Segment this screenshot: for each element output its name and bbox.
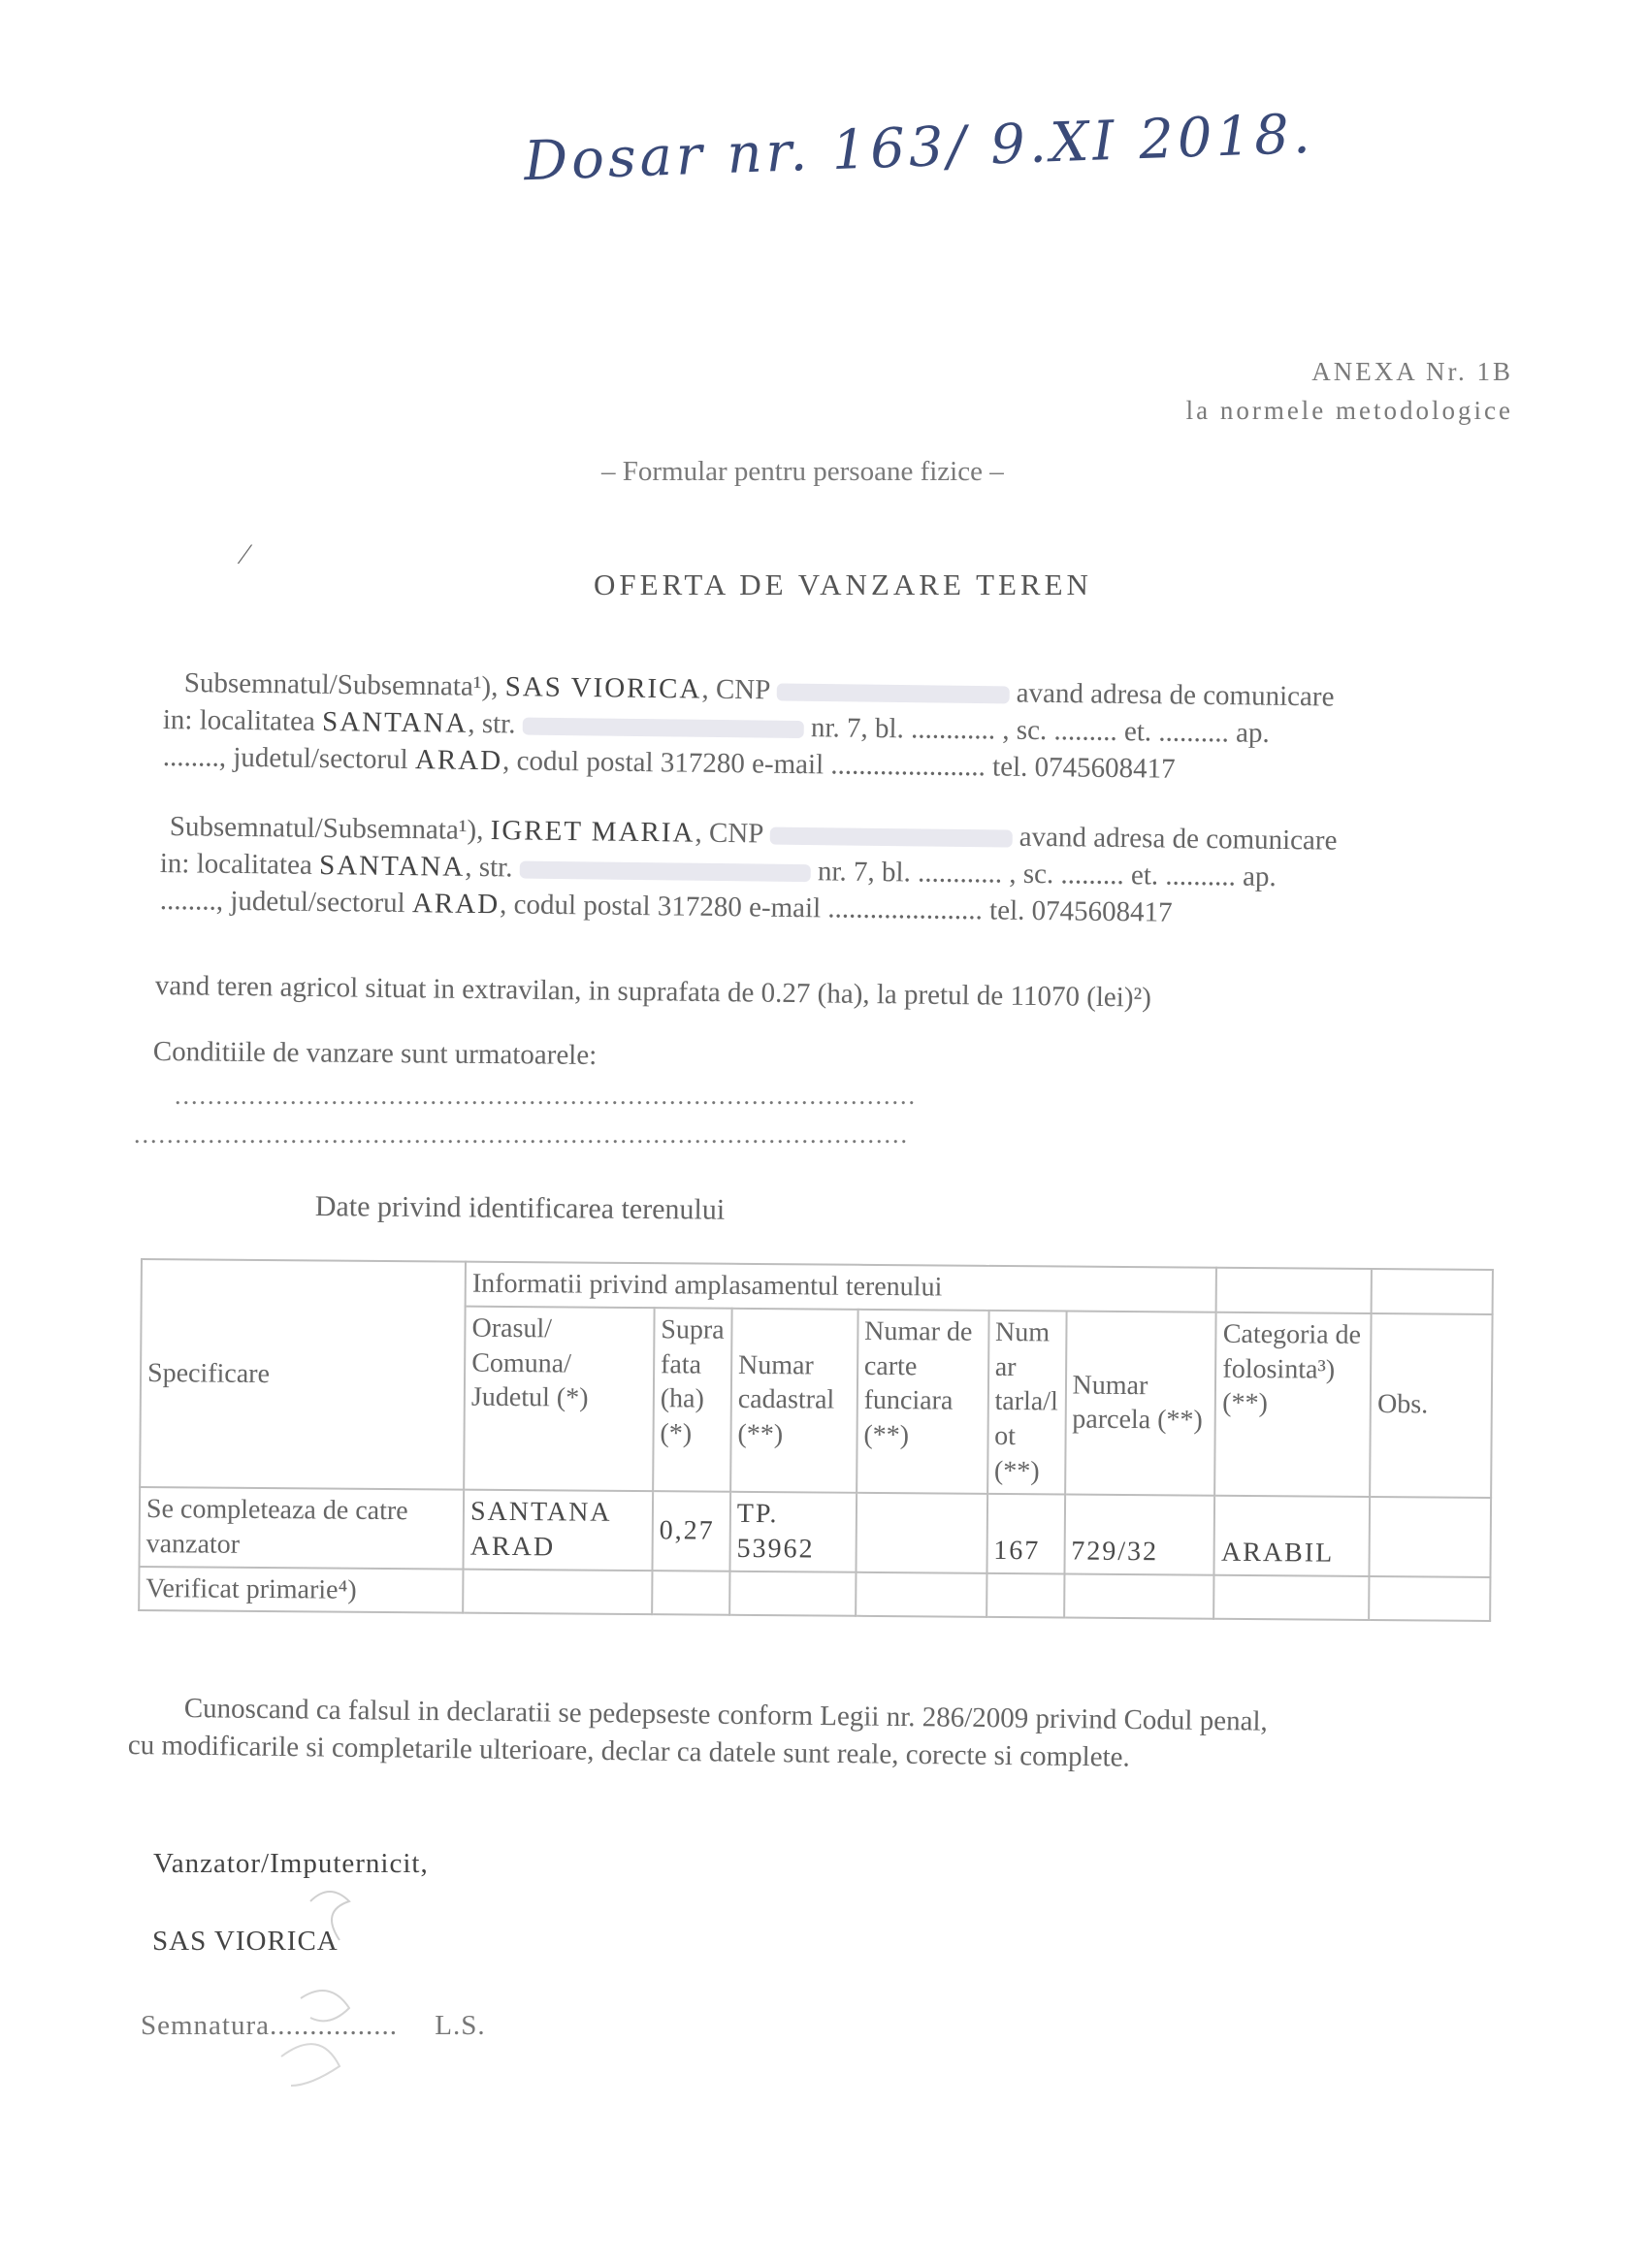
seller-1-street-redacted bbox=[523, 718, 804, 739]
seller-1-intro: Subsemnatul/Subsemnata¹), bbox=[183, 667, 499, 702]
empty-cell bbox=[1369, 1576, 1490, 1622]
col-carte-header: Numar de carte funciara (**) bbox=[857, 1310, 988, 1494]
seller-2-postal-label: , codul postal bbox=[499, 889, 651, 923]
seller-1-postal-label: , codul postal bbox=[501, 745, 654, 779]
seller-2-street-label: , str. bbox=[465, 851, 513, 884]
cell-obs bbox=[1370, 1497, 1491, 1577]
document-title: OFERTA DE VANZARE TEREN bbox=[594, 567, 1092, 601]
declaration-line-1: Cunoscand ca falsul in declaratii se pedepseste conform Legii nr. 286/2009 privind Codul penal, bbox=[183, 1693, 1268, 1737]
declaration-line-2: cu modificarile si completarile ulterioare, declar ca datele sunt reale, corecte si complete. bbox=[127, 1730, 1130, 1773]
seller-2-line-2 bbox=[160, 850, 1277, 891]
seller-1-line-3 bbox=[163, 743, 1176, 784]
empty-header-cell bbox=[1372, 1269, 1493, 1314]
seller-2-line-3 bbox=[160, 887, 1173, 927]
seller-1-locality-label: in: localitatea bbox=[162, 704, 316, 737]
seller-1-cnp-label: , CNP bbox=[701, 673, 770, 706]
seller-1-sc-dots: ......... bbox=[1053, 715, 1117, 748]
seller-1-cnp-redacted bbox=[776, 684, 1009, 704]
col-tarla-header: Num ar tarla/l ot (**) bbox=[987, 1311, 1066, 1495]
seller-2-et-label: et. bbox=[1130, 859, 1159, 891]
seller-2-ap-label: ap. bbox=[1242, 860, 1277, 893]
table-group-header-row bbox=[142, 1259, 1493, 1314]
col-obs-header: Obs. bbox=[1370, 1313, 1492, 1498]
seller-1-email-dots: ...................... bbox=[830, 749, 986, 783]
row-verified-label: Verificat primarie⁴) bbox=[139, 1567, 463, 1613]
cell-parcela: 729/32 bbox=[1064, 1494, 1214, 1574]
cell-suprafata: 0,27 bbox=[652, 1491, 730, 1571]
table-row bbox=[139, 1567, 1490, 1622]
land-identification-table bbox=[138, 1258, 1494, 1622]
empty-cell bbox=[463, 1569, 652, 1614]
seller-1-ap-dots: ........, bbox=[162, 741, 227, 773]
seller-2-sc-label: , sc. bbox=[1009, 858, 1054, 891]
seller-1-locality: SANTANA bbox=[321, 706, 469, 739]
seller-2-intro: Subsemnatul/Subsemnata¹), bbox=[169, 811, 484, 846]
seller-2-address-label: avand adresa de comunicare bbox=[1018, 821, 1338, 857]
seller-2-cnp-label: , CNP bbox=[695, 817, 763, 850]
seller-2-email-label: e-mail bbox=[748, 891, 822, 924]
seller-2-county-label: judetul/sectorul bbox=[230, 885, 405, 920]
cell-oras: SANTANA ARAD bbox=[464, 1490, 653, 1571]
col-suprafata-header: Supra fata (ha) (*) bbox=[653, 1308, 731, 1492]
sale-statement: vand teren agricol situat in extravilan, in suprafata de 0.27 (ha), la pretul de 11070 (lei)²) bbox=[154, 970, 1152, 1014]
seller-1-line-1 bbox=[184, 669, 1335, 711]
seller-2-name: IGRET MARIA bbox=[490, 815, 695, 849]
annex-reference: la normele metodologice bbox=[1185, 396, 1513, 425]
seller-1-street-label: , str. bbox=[468, 707, 516, 740]
empty-cell bbox=[1213, 1574, 1369, 1620]
seller-1-sc-label: , sc. bbox=[1002, 714, 1048, 747]
empty-cell bbox=[856, 1571, 986, 1617]
seller-1-tel: 0745608417 bbox=[1034, 751, 1176, 785]
seller-2-street-redacted bbox=[520, 861, 811, 883]
stray-mark: ⁄ bbox=[242, 538, 248, 570]
seller-1-line-2 bbox=[163, 706, 1270, 748]
empty-cell bbox=[986, 1572, 1064, 1617]
handwritten-signature bbox=[242, 1872, 417, 2095]
cell-tarla: 167 bbox=[986, 1494, 1065, 1573]
seller-2-postal-code: 317280 bbox=[657, 891, 743, 923]
seller-2-et-dots: .......... bbox=[1165, 859, 1237, 892]
seller-2-tel-label: tel. bbox=[988, 894, 1025, 926]
seller-1-county-label: judetul/sectorul bbox=[233, 741, 408, 776]
empty-cell bbox=[652, 1571, 729, 1615]
seller-2-bl-dots: ............ bbox=[917, 857, 1003, 890]
seller-2-ap-dots: ........, bbox=[159, 885, 224, 917]
table-caption: Date privind identificarea terenului bbox=[314, 1190, 726, 1226]
conditions-label: Conditiile de vanzare sunt urmatoarele: bbox=[152, 1036, 598, 1071]
cell-categoria: ARABIL bbox=[1214, 1496, 1370, 1576]
seller-1-bl-dots: ............ bbox=[910, 713, 996, 746]
empty-header-cell bbox=[1216, 1268, 1372, 1313]
seller-2-locality: SANTANA bbox=[318, 850, 466, 883]
seller-1-tel-label: tel. bbox=[991, 751, 1028, 783]
seller-1-et-dots: .......... bbox=[1158, 716, 1230, 749]
signature-dots: ................ bbox=[270, 2010, 399, 2041]
form-type: – Formular pentru persoane fizice – bbox=[601, 456, 1004, 487]
seal-label: L.S. bbox=[435, 2010, 486, 2041]
signature-role: Vanzator/Imputernicit, bbox=[153, 1848, 429, 1879]
seller-2-tel: 0745608417 bbox=[1031, 894, 1173, 928]
row-seller-label: Se completeaza de catre vanzator bbox=[140, 1487, 465, 1569]
location-group-header: Informatii privind amplasamentul terenului bbox=[466, 1262, 1217, 1312]
seller-1-et-label: et. bbox=[1123, 716, 1152, 748]
seller-1-email-label: e-mail bbox=[751, 748, 824, 781]
seller-1-postal-code: 317280 bbox=[660, 747, 746, 780]
col-oras-header: Orasul/ Comuna/ Judetul (*) bbox=[464, 1306, 654, 1491]
seller-1-nr-label: nr. 7, bl. bbox=[810, 712, 905, 745]
seller-2-cnp-redacted bbox=[769, 827, 1012, 848]
seller-2-sc-dots: ......... bbox=[1060, 859, 1124, 891]
annex-number: ANEXA Nr. 1B bbox=[1311, 357, 1513, 386]
seller-2-email-dots: ...................... bbox=[827, 892, 984, 926]
seller-2-line-1 bbox=[170, 813, 1338, 856]
seller-2-nr-label: nr. 7, bl. bbox=[817, 856, 912, 889]
seller-1-county: ARAD bbox=[414, 744, 503, 777]
col-cadastral-header: Numar cadastral (**) bbox=[730, 1309, 857, 1493]
cell-carte bbox=[856, 1493, 986, 1573]
empty-cell bbox=[1064, 1573, 1214, 1619]
spec-header: Specificare bbox=[140, 1259, 466, 1490]
seller-2-locality-label: in: localitatea bbox=[159, 848, 313, 881]
signature-label: Semnatura bbox=[141, 2010, 271, 2041]
seller-1-ap-label: ap. bbox=[1235, 717, 1270, 749]
conditions-line-1: .......................................................................................... bbox=[175, 1082, 917, 1110]
col-categoria-header: Categoria de folosinta³) (**) bbox=[1214, 1312, 1371, 1497]
seller-2-county: ARAD bbox=[411, 888, 501, 921]
seller-1-address-label: avand adresa de comunicare bbox=[1016, 677, 1335, 713]
table-row bbox=[140, 1487, 1492, 1577]
signature-name: SAS VIORICA bbox=[152, 1926, 339, 1957]
cell-cadastral: TP. 53962 bbox=[729, 1492, 857, 1572]
empty-cell bbox=[729, 1571, 856, 1616]
col-parcela-header: Numar parcela (**) bbox=[1065, 1311, 1216, 1495]
seller-1-name: SAS VIORICA bbox=[504, 671, 702, 705]
handwritten-file-number: Dosar nr. 163/ 9.XI 2018. bbox=[523, 102, 1315, 194]
conditions-line-2: .............................................................................................. bbox=[134, 1120, 909, 1149]
